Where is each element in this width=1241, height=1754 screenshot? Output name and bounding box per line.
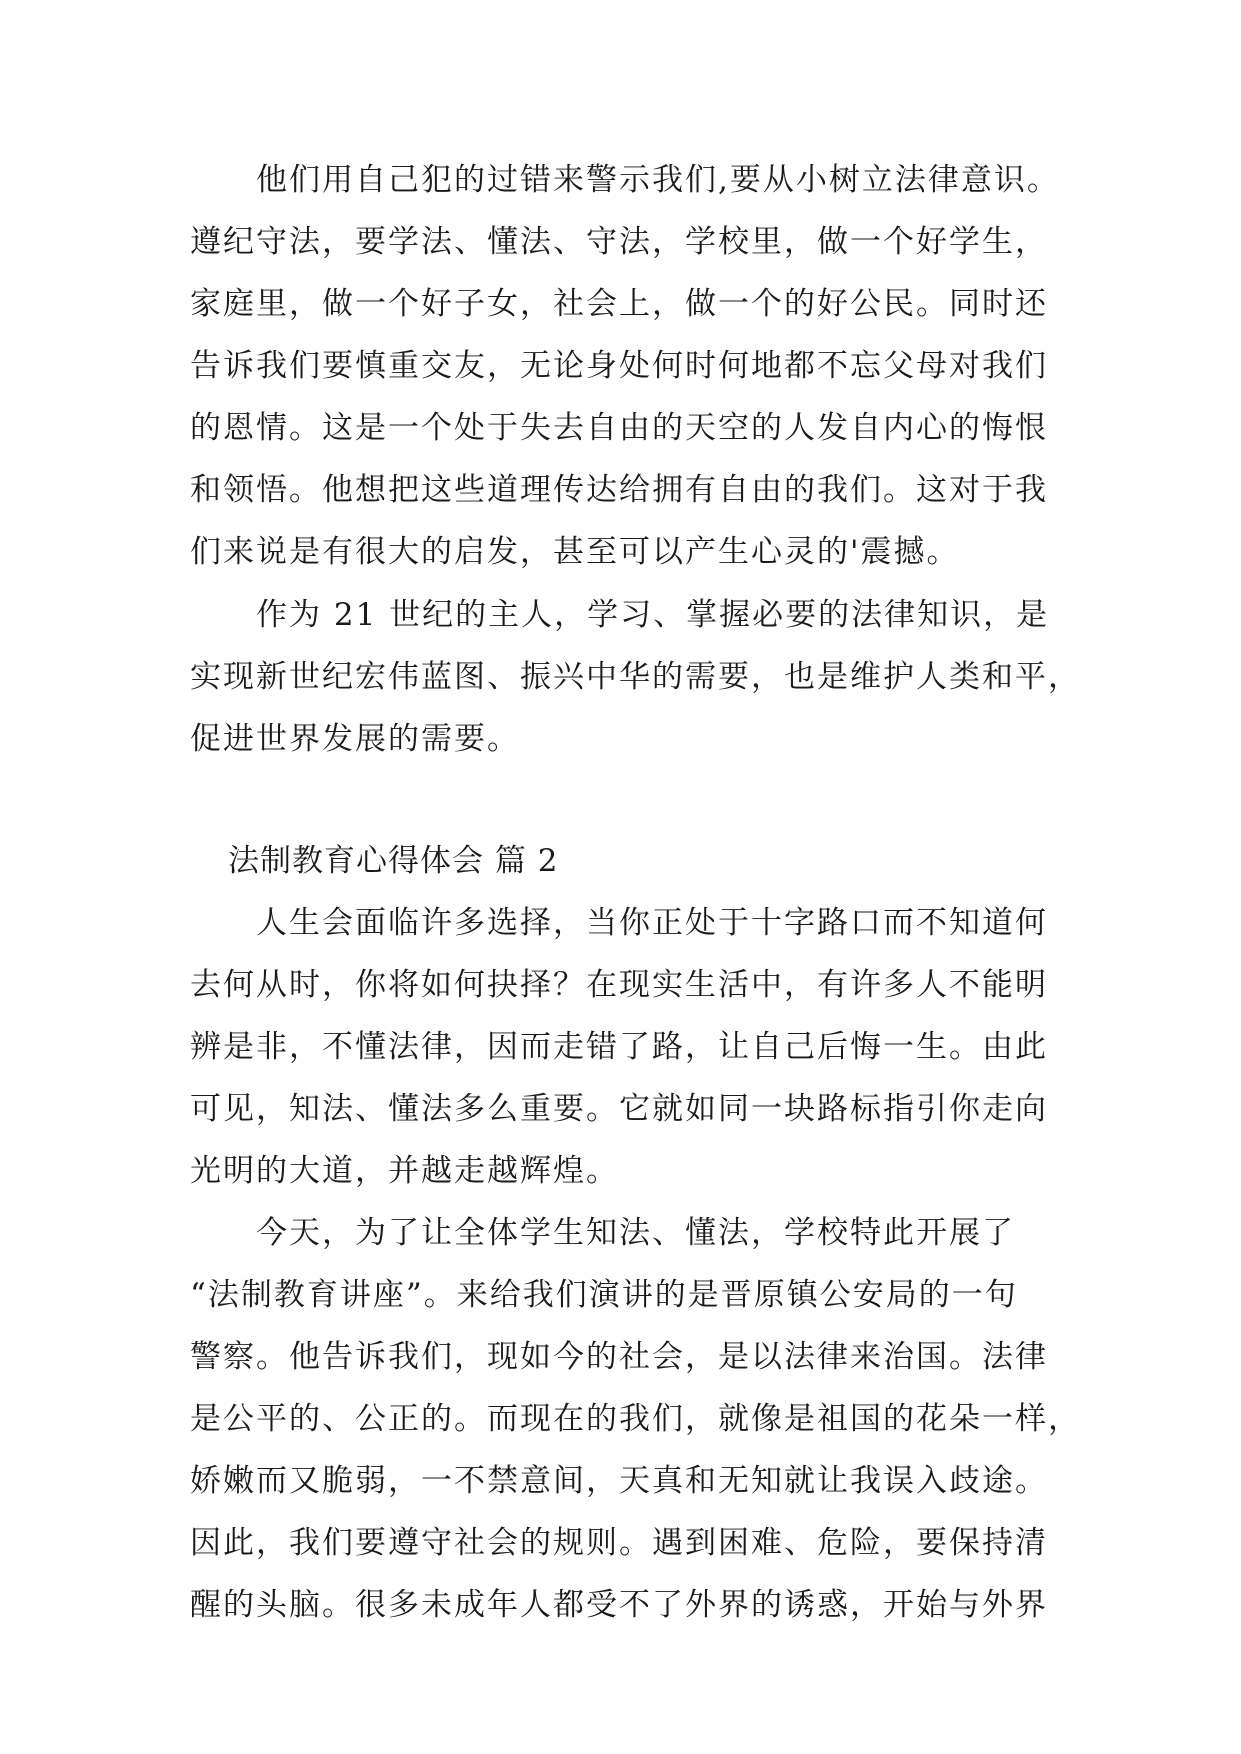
paragraph-line: 去何从时，你将如何抉择？在现实生活中，有许多人不能明 [190, 967, 1048, 1003]
paragraph-line: 告诉我们要慎重交友，无论身处何时何地都不忘父母对我们 [190, 348, 1048, 384]
paragraph-line: 是公平的、公正的。而现在的我们，就像是祖国的花朵一样， [190, 1401, 1081, 1437]
paragraph-line: 光明的大道，并越走越辉煌。 [190, 1153, 619, 1189]
paragraph-line: 可见，知法、懂法多么重要。它就如同一块路标指引你走向 [190, 1091, 1048, 1127]
paragraph-line: 人生会面临许多选择，当你正处于十字路口而不知道何 [256, 905, 1048, 941]
paragraph-line: 醒的头脑。很多未成年人都受不了外界的诱惑，开始与外界 [190, 1587, 1048, 1623]
paragraph-line: 他们用自己犯的过错来警示我们,要从小树立法律意识。 [256, 162, 1060, 198]
paragraph-line: 警察。他告诉我们，现如今的社会，是以法律来治国。法律 [190, 1339, 1048, 1375]
paragraph-line: 作为 21 世纪的主人，学习、掌握必要的法律知识，是 [256, 597, 1050, 633]
paragraph-line: 辨是非，不懂法律，因而走错了路，让自己后悔一生。由此 [190, 1029, 1048, 1065]
paragraph-line: 实现新世纪宏伟蓝图、振兴中华的需要，也是维护人类和平， [190, 659, 1081, 695]
paragraph-line: 娇嫩而又脆弱，一不禁意间，天真和无知就让我误入歧途。 [190, 1463, 1048, 1499]
paragraph-line: “法制教育讲座”。来给我们演讲的是晋原镇公安局的一句 [190, 1277, 1018, 1313]
paragraph-line: 遵纪守法，要学法、懂法、守法，学校里，做一个好学生， [190, 224, 1048, 260]
paragraph-line: 的恩情。这是一个处于失去自由的天空的人发自内心的悔恨 [190, 410, 1048, 446]
paragraph-line: 因此，我们要遵守社会的规则。遇到困难、危险，要保持清 [190, 1525, 1048, 1561]
paragraph-line: 促进世界发展的需要。 [190, 721, 520, 757]
paragraph-line: 们来说是有很大的启发，甚至可以产生心灵的'震撼。 [190, 534, 960, 570]
section-heading: 法制教育心得体会 篇 2 [228, 843, 559, 879]
paragraph-line: 和领悟。他想把这些道理传达给拥有自由的我们。这对于我 [190, 472, 1048, 508]
paragraph-line: 家庭里，做一个好子女，社会上，做一个的好公民。同时还 [190, 286, 1048, 322]
paragraph-line: 今天，为了让全体学生知法、懂法，学校特此开展了 [256, 1215, 1015, 1251]
